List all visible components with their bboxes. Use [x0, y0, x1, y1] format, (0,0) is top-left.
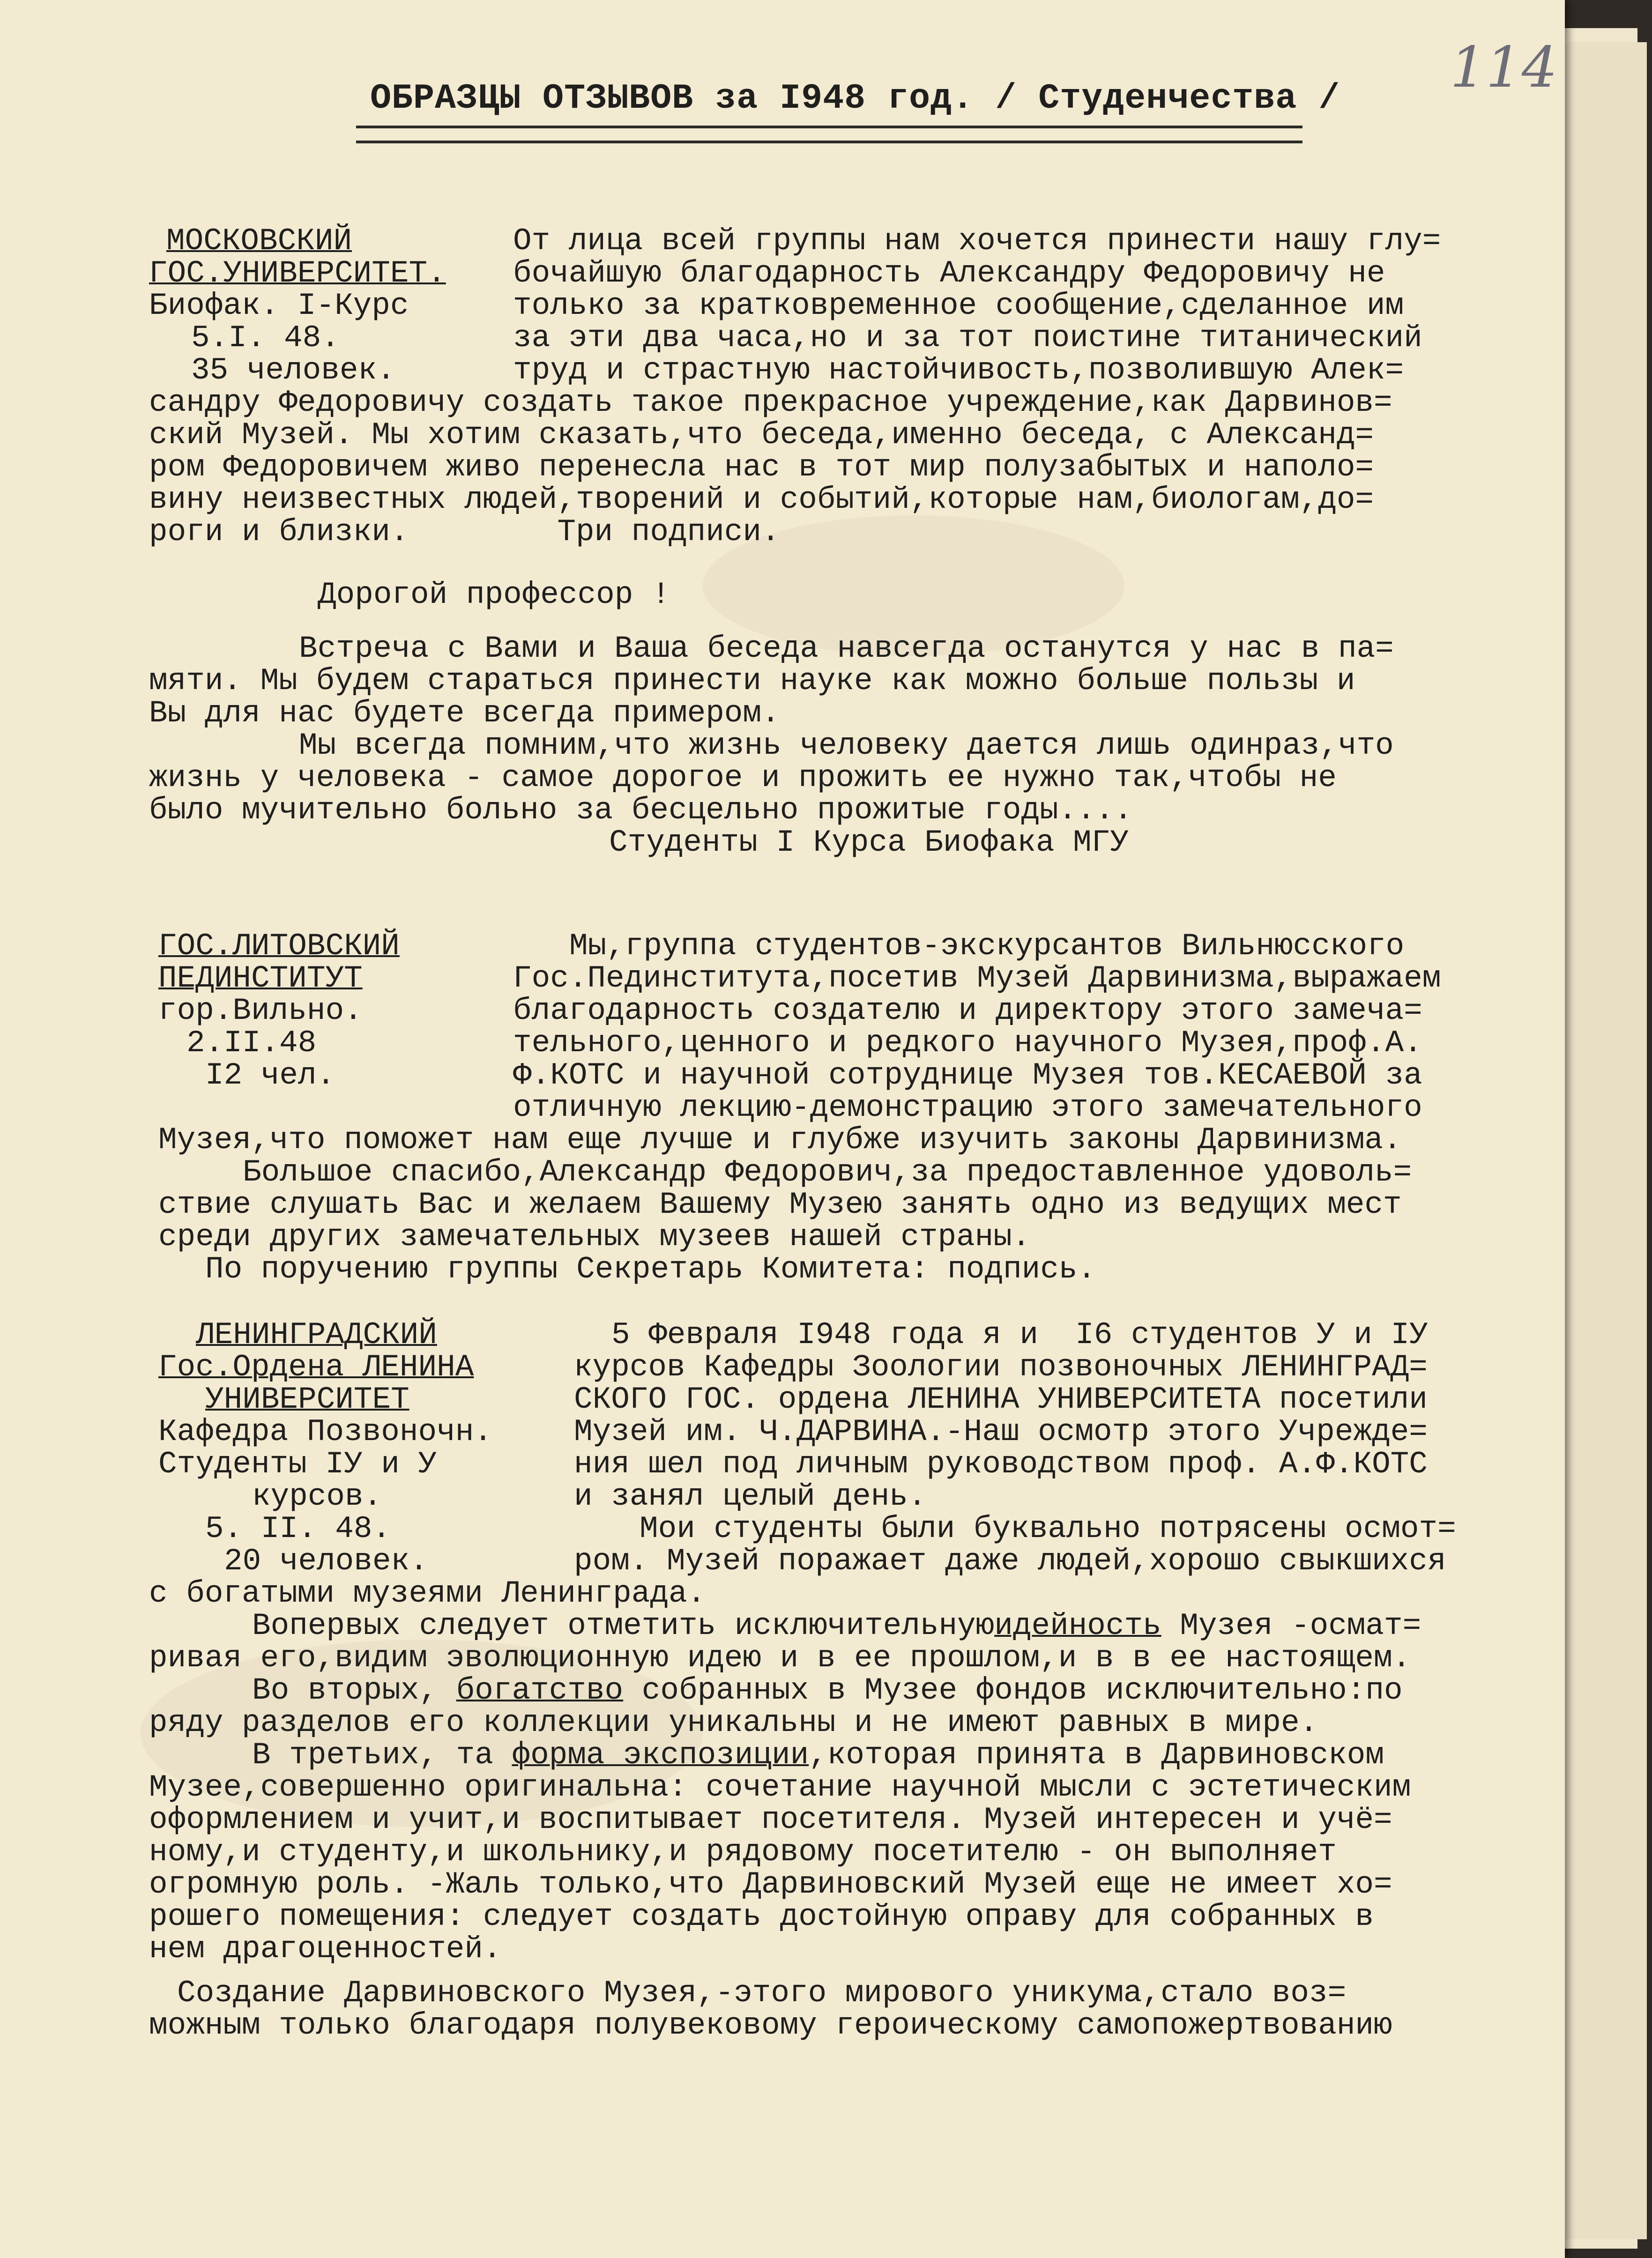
line-text: Во вторых, [252, 1673, 456, 1708]
text-line: СКОГО ГОС. ордена ЛЕНИНА УНИВЕРСИТЕТА посетили [574, 1382, 1428, 1417]
text-line: нем драгоценностей. [149, 1931, 502, 1967]
text-line: рошего помещения: следует создать достойную оправу для собранных в [149, 1899, 1374, 1934]
text-line: с богатыми музеями Ленинграда. [149, 1576, 706, 1611]
text-line: ствие слушать Вас и желаем Вашему Музею занять одно из ведущих мест [158, 1187, 1402, 1222]
text-line: благодарность создателю и директору этого замеча= [513, 993, 1422, 1028]
title-double-rule [356, 126, 1302, 143]
line-text: Музея -осмат= [1161, 1608, 1421, 1643]
text-line: труд и страстную настойчивость,позволившую Алек= [513, 353, 1404, 388]
text-line: 5 Февраля I948 года я и I6 студентов У и IУ [611, 1317, 1428, 1352]
visit-date: 5. II. 48. [205, 1511, 391, 1546]
line-text: собранных в Музее фондов исключительно:по [623, 1673, 1403, 1708]
text-line: ром Федоровичем живо перенесла нас в тот мир полузабытых и наполо= [149, 450, 1374, 485]
text-line: Музее,совершенно оригинальна: сочетание научной мысли с эстетическим [149, 1770, 1411, 1805]
institution-name: ЛЕНИНГРАДСКИЙ [196, 1317, 437, 1352]
underlined-word: идейность [994, 1608, 1161, 1643]
underlying-sheet-edge [1560, 42, 1647, 2239]
text-line: Музея,что поможет нам еще лучше и глубже изучить законы Дарвинизма. [158, 1122, 1402, 1158]
visit-date: 2.II.48 [186, 1025, 317, 1061]
text-line: ному,и студенту,и школьнику,и рядовому посетителю - он выполняет [149, 1835, 1337, 1870]
document-title: ОБРАЗЦЫ ОТЗЫВОВ за I948 год. / Студенчества / [370, 79, 1340, 119]
text-line: огромную роль. -Жаль только,что Дарвиновский Музей еще не имеет хо= [149, 1867, 1392, 1902]
text-line: мяти. Мы будем стараться принести науке как можно больше пользы и [149, 663, 1355, 698]
text-line: ром. Музей поражает даже людей,хорошо свыкшихся [574, 1544, 1446, 1579]
salutation: Дорогой профессор ! [318, 577, 670, 612]
faculty-info: Биофак. I-Курс [149, 288, 409, 323]
text-line: оформлением и учит,и воспитывает посетителя. Музей интересен и учё= [149, 1802, 1392, 1837]
text-line: отличную лекцию-демонстрацию этого замечательного [513, 1090, 1422, 1125]
visitor-count: 35 человек. [191, 353, 395, 388]
text-line: только за кратковременное сообщение,сделанное им [513, 288, 1404, 323]
text-line: за эти два часа,но и за тот поистине титанический [513, 320, 1422, 356]
text-line: среди других замечательных музеев нашей страны. [158, 1219, 1031, 1255]
text-line: ния шел под личным руководством проф. А.Ф.КОТС [574, 1447, 1428, 1482]
text-line: было мучительно больно за бесцельно прожитые годы.... [149, 793, 1133, 828]
signature-line: По поручению группы Секретарь Комитета: подпись. [205, 1252, 1096, 1287]
text-line: От лица всей группы нам хочется принести нашу глу= [513, 223, 1441, 259]
text-line: и занял целый день. [574, 1479, 927, 1514]
text-line: ривая его,видим эволюционную идею и в ее прошлом,и в в ее настоящем. [149, 1641, 1411, 1676]
text-line: ряду разделов его коллекции уникальны и не имеют равных в мире. [149, 1705, 1318, 1740]
visitor-count: I2 чел. [205, 1058, 335, 1093]
text-line: тельного,ценного и редкого научного Музея,проф.А. [513, 1025, 1422, 1061]
line-text: В третьих, та [252, 1738, 512, 1773]
text-line: Гос.Пединститута,посетив Музей Дарвинизма,выражаем [513, 961, 1441, 996]
underlined-word: богатство [456, 1673, 624, 1708]
text-line: жизнь у человека - самое дорогое и прожить ее нужно так,чтобы не [149, 760, 1337, 795]
text-line: Вы для нас будете всегда примером. [149, 696, 780, 731]
text-line: Ф.КОТС и научной сотруднице Музея тов.КЕСАЕВОЙ за [513, 1058, 1422, 1093]
institution-name: ГОС.УНИВЕРСИТЕТ. [149, 256, 446, 291]
text-line: Создание Дарвиновского Музея,-этого мирового уникума,стало воз= [177, 1976, 1347, 2011]
text-line: Большое спасибо,Александр Федорович,за предоставленное удоволь= [243, 1155, 1412, 1190]
text-line: Мы,группа студентов-экскурсантов Вильнюсского [569, 928, 1405, 964]
visitor-count: 20 человек. [224, 1544, 428, 1579]
student-group: курсов. [252, 1479, 382, 1514]
underlined-word: форма экспозиции [512, 1738, 809, 1773]
text-line: курсов Кафедры Зоологии позвоночных ЛЕНИНГРАД= [574, 1350, 1428, 1385]
text-line: вину неизвестных людей,творений и событий,которые нам,биологам,до= [149, 482, 1374, 517]
text-line: Музей им. Ч.ДАРВИНА.-Наш осмотр этого Учрежде= [574, 1414, 1428, 1449]
institution-name: МОСКОВСКИЙ [166, 223, 352, 259]
text-line: роги и близки. Три подписи. [149, 514, 780, 550]
text-line: бочайшую благодарность Александру Федоровичу не [513, 256, 1385, 291]
text-line [252, 1739, 1384, 1771]
text-line: можным только благодаря полувековому героическому самопожертвованию [149, 2008, 1392, 2043]
student-group: Студенты IУ и У [158, 1447, 437, 1482]
text-line: сандру Федоровичу создать такое прекрасное учреждение,как Дарвинов= [149, 385, 1392, 420]
visit-date: 5.I. 48. [191, 320, 340, 356]
institution-name: УНИВЕРСИТЕТ [205, 1382, 409, 1417]
line-text: Вопервых следует отметить исключительную [252, 1608, 995, 1643]
department: Кафедра Позвоночн. [158, 1414, 492, 1449]
text-line [252, 1610, 1421, 1642]
institution-name: Гос.Ордена ЛЕНИНА [158, 1350, 474, 1385]
institution-name: ГОС.ЛИТОВСКИЙ [158, 928, 400, 964]
city: гор.Вильно. [158, 993, 363, 1028]
signature-line: Студенты I Курса Биофака МГУ [609, 825, 1129, 860]
line-text: ,которая принята в Дарвиновском [809, 1738, 1384, 1773]
text-line: Мои студенты были буквально потрясены осмот= [640, 1511, 1456, 1546]
page-number: 114 [1450, 35, 1558, 100]
text-line: Встреча с Вами и Ваша беседа навсегда останутся у нас в па= [299, 631, 1394, 666]
text-line [252, 1674, 1403, 1707]
text-line: ский Музей. Мы хотим сказать,что беседа,именно беседа, с Александ= [149, 417, 1374, 453]
institution-name: ПЕДИНСТИТУТ [158, 961, 363, 996]
text-line: Мы всегда помним,что жизнь человеку дается лишь одинраз,что [299, 728, 1394, 763]
